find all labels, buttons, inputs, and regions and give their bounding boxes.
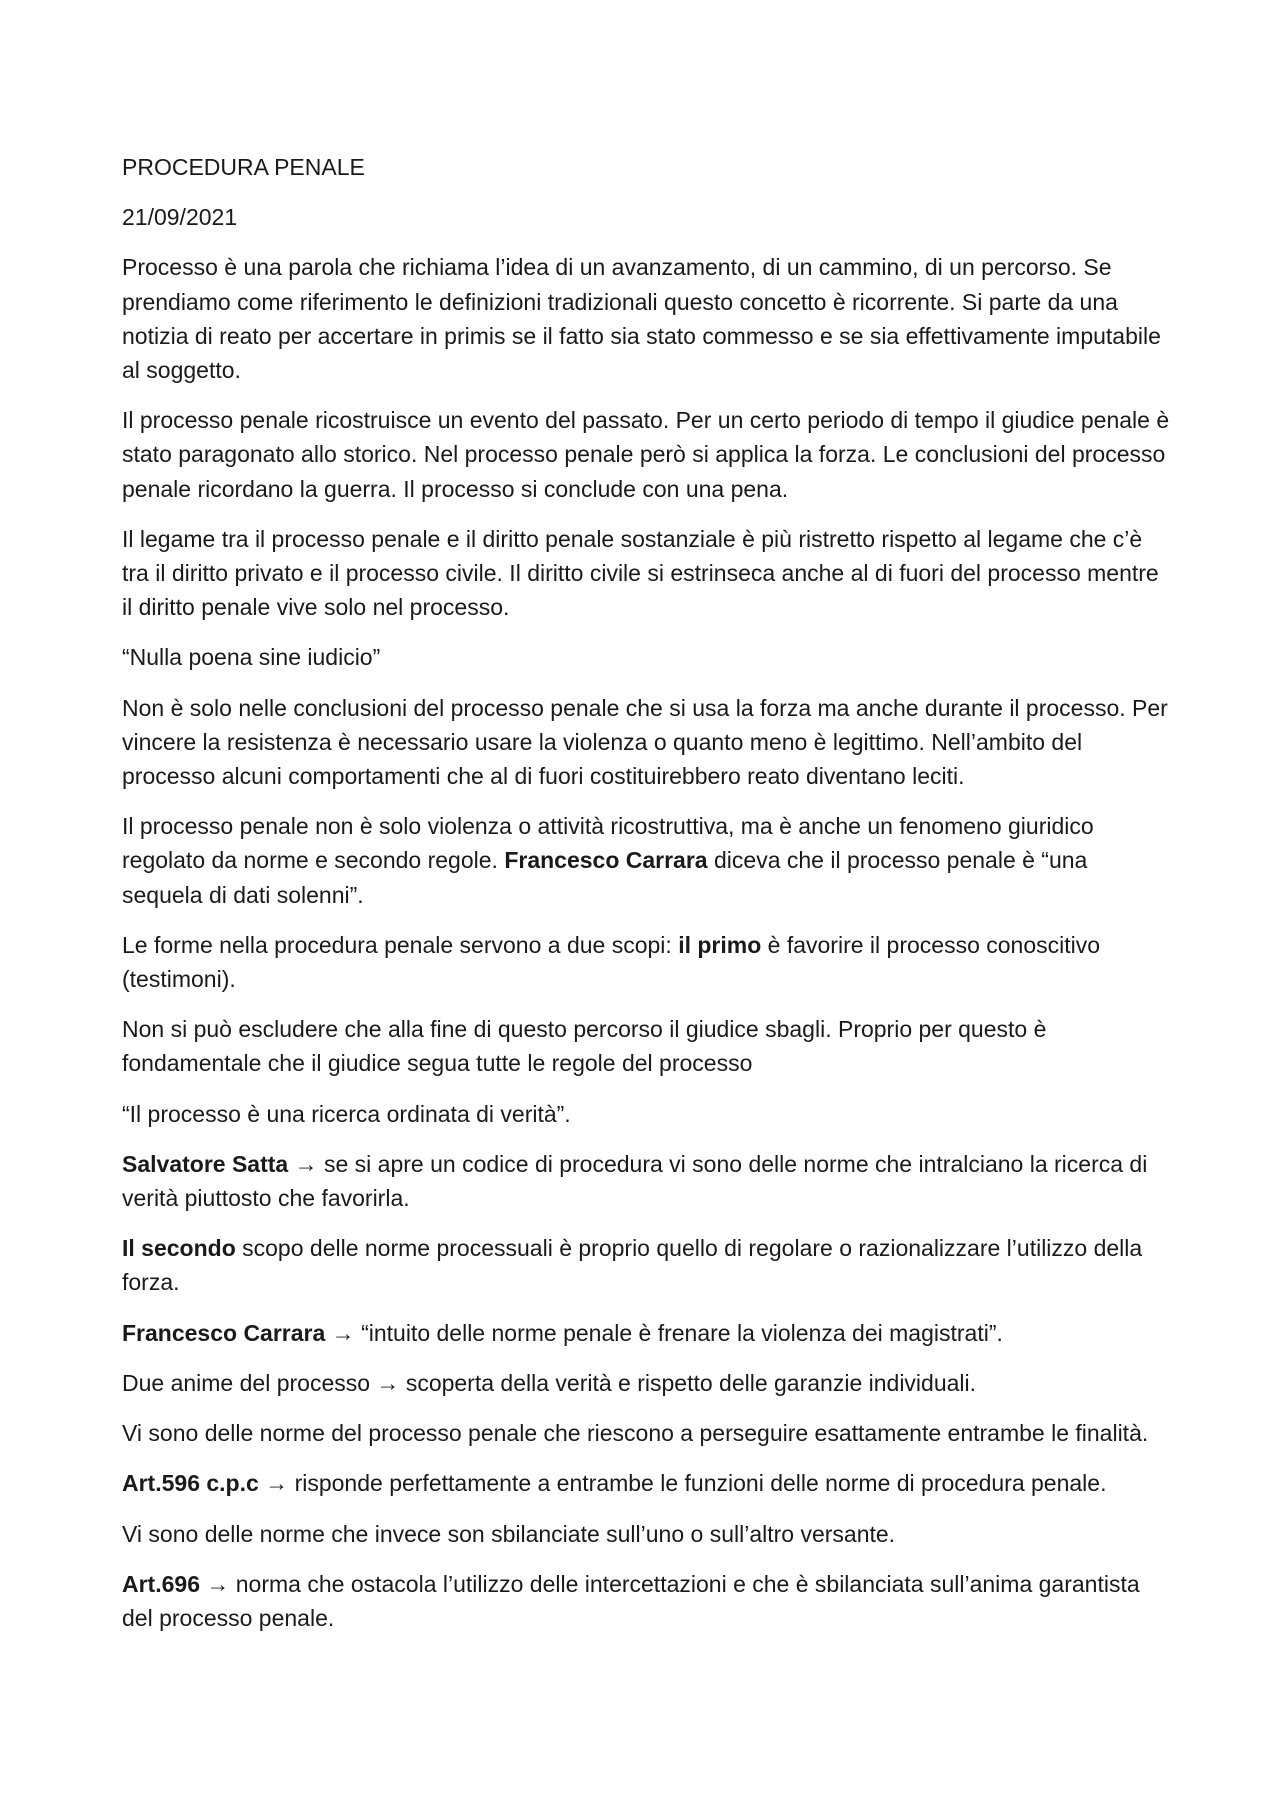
paragraph-8 — [122, 1147, 1172, 1215]
paragraph-14: Vi sono delle norme che invece son sbilanciate sull’uno o sull’altro versante. — [122, 1520, 896, 1547]
paragraph-8-bold: Salvatore Satta — [122, 1150, 289, 1177]
paragraph-10 — [122, 1316, 1172, 1350]
paragraph-9 — [122, 1231, 1172, 1299]
paragraph-15-text: norma che ostacola l’utilizzo delle intercettazioni e che è sbilanciata sull’anima garantista del processo penale. — [122, 1570, 1140, 1631]
arrow-right-icon: → — [258, 1470, 295, 1497]
arrow-right-icon: → — [325, 1319, 362, 1346]
paragraph-8-text: se si apre un codice di procedura vi sono delle norme che intralciano la ricerca di verità piuttosto che favorirla. — [122, 1150, 1148, 1212]
arrow-right-icon: → — [199, 1570, 236, 1597]
paragraph-2: Il processo penale ricostruisce un evento del passato. Per un certo periodo di tempo il giudice penale è stato paragonato allo storico. Nel processo penale però si applica la forza. Le conclusioni del processo penale ricordano la guerra. Il processo si conclude con una pena. — [122, 407, 1170, 502]
paragraph-6 — [122, 928, 1172, 996]
paragraph-9-bold: Il secondo — [122, 1235, 236, 1262]
paragraph-11-text-b: scoperta della verità e rispetto delle garanzie individuali. — [405, 1369, 977, 1396]
paragraph-5 — [122, 809, 1172, 912]
paragraph-9-text: scopo delle norme processuali è proprio quello di regolare o razionalizzare l’utilizzo della forza. — [122, 1235, 1143, 1296]
paragraph-7: Non si può escludere che alla fine di questo percorso il giudice sbagli. Proprio per questo è fondamentale che il giudice segua tutte le regole del processo — [122, 1016, 1047, 1077]
paragraph-13-bold: Art.596 c.p.c — [122, 1470, 259, 1497]
paragraph-10-text: “intuito delle norme penale è frenare la violenza dei magistrati”. — [361, 1319, 1003, 1346]
document-date: 21/09/2021 — [122, 204, 238, 231]
document-title: PROCEDURA PENALE — [122, 154, 365, 180]
quote-ricerca-verita: “Il processo è una ricerca ordinata di verità”. — [122, 1100, 571, 1127]
paragraph-10-bold: Francesco Carrara — [122, 1319, 326, 1346]
paragraph-4: Non è solo nelle conclusioni del processo penale che si usa la forza ma anche durante il processo. Per vincere la resistenza è necessario usare la violenza o quanto meno è legittimo. Nell’ambito del processo alcuni comportamenti che al di fuori costituirebbero reato diventano leciti. — [122, 694, 1168, 790]
paragraph-6-text-a: Le forme nella procedura penale servono a due scopi: — [122, 931, 679, 958]
document-page — [122, 150, 1172, 1651]
paragraph-1: Processo è una parola che richiama l’idea di un avanzamento, di un cammino, di un percorso. Se prendiamo come riferimento le definizioni tradizionali questo concetto è ricorrente. Si parte da una notizia di reato per accertare in primis se il fatto sia stato commesso e se sia effettivamente imputabile al soggetto. — [122, 254, 1161, 384]
paragraph-6-bold: il primo — [678, 931, 762, 958]
paragraph-6-text-b: è favorire il processo conoscitivo (testimoni). — [122, 931, 1101, 993]
paragraph-15 — [122, 1567, 1172, 1635]
paragraph-13 — [122, 1466, 1172, 1500]
paragraph-3: Il legame tra il processo penale e il diritto penale sostanziale è più ristretto rispetto al legame che c’è tra il diritto privato e il processo civile. Il diritto civile si estrinseca anche al di fuori del processo mentre il diritto penale vive solo nel processo. — [122, 525, 1159, 621]
arrow-right-icon: → — [370, 1369, 406, 1396]
paragraph-11 — [122, 1366, 1172, 1400]
paragraph-13-text: risponde perfettamente a entrambe le funzioni delle norme di procedura penale. — [294, 1470, 1107, 1497]
paragraph-5-text-a: Il processo penale non è solo violenza o attività ricostruttiva, ma è anche un fenomeno giuridico regolato da norme e secondo regole. — [122, 813, 1094, 874]
quote-nulla-poena: “Nulla poena sine iudicio” — [122, 644, 381, 671]
paragraph-12: Vi sono delle norme del processo penale che riescono a perseguire esattamente entrambe le finalità. — [122, 1420, 1149, 1447]
paragraph-15-bold: Art.696 — [122, 1570, 200, 1597]
paragraph-5-bold: Francesco Carrara — [504, 847, 708, 874]
paragraph-5-text-b: diceva che il processo penale è “una sequela di dati solenni”. — [122, 847, 1088, 908]
arrow-right-icon: → — [288, 1150, 324, 1177]
paragraph-11-text-a: Due anime del processo — [122, 1369, 371, 1396]
